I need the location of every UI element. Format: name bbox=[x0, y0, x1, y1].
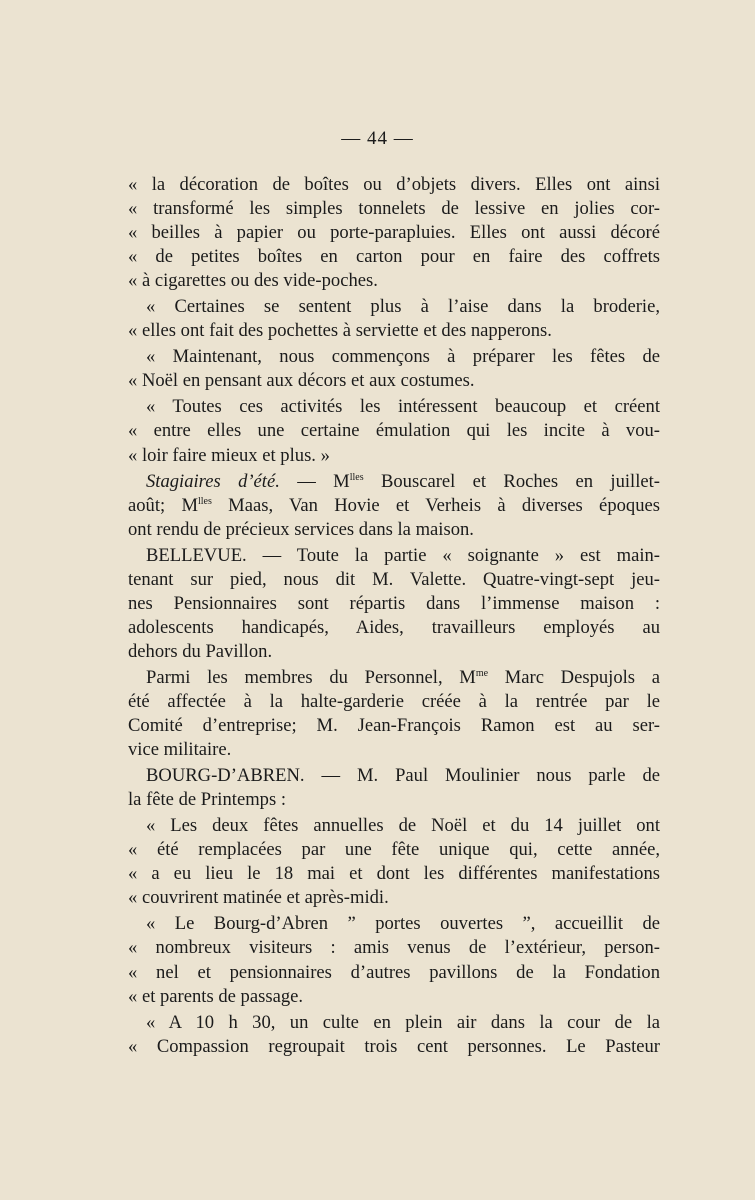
text-line: « de petites boîtes en carton pour en faire des coffrets bbox=[128, 246, 660, 268]
paragraph-bourg-dabren bbox=[128, 764, 660, 812]
text-line: « loir faire mieux et plus. » bbox=[128, 444, 330, 466]
text-line: « A 10 h 30, un culte en plein air dans la cour de la bbox=[146, 1011, 660, 1033]
text-line: ont rendu de précieux services dans la maison. bbox=[128, 518, 474, 540]
text-line: « elles ont fait des pochettes à serviette et des napperons. bbox=[128, 320, 552, 342]
text-line: Comité d’entreprise; M. Jean-François Ramon est au ser- bbox=[128, 715, 660, 737]
text-line: « à cigarettes ou des vide-poches. bbox=[128, 270, 378, 292]
text-line: « Toutes ces activités les intéressent beaucoup et créent bbox=[146, 396, 660, 418]
text-line: BOURG-D’ABREN. — M. Paul Moulinier nous parle de bbox=[146, 765, 660, 787]
text-segment: Maas, Van Hovie et Verheis à diverses époques bbox=[211, 494, 660, 516]
text-line: « nombreux visiteurs : amis venus de l’extérieur, person- bbox=[128, 937, 660, 959]
text-line: « a eu lieu le 18 mai et dont les différentes manifestations bbox=[128, 863, 660, 885]
paragraph-personnel bbox=[128, 666, 660, 762]
opening-paragraphs bbox=[128, 173, 660, 468]
text-line: « entre elles une certaine émulation qui les incite à vou- bbox=[128, 420, 660, 442]
text-line: « transformé les simples tonnelets de lessive en jolies cor- bbox=[128, 198, 660, 220]
text-line: nes Pensionnaires sont répartis dans l’immense maison : bbox=[128, 592, 660, 614]
paragraph-portes-ouvertes bbox=[128, 912, 660, 1008]
superscript: lles bbox=[349, 471, 364, 483]
text-line: « Maintenant, nous commençons à préparer les fêtes de bbox=[146, 346, 660, 368]
superscript: me bbox=[475, 667, 489, 679]
text-line: adolescents handicapés, Aides, travailleurs employés au bbox=[128, 616, 660, 638]
text-line: BELLEVUE. — Toute la partie « soignante » est main- bbox=[146, 544, 660, 566]
paragraph-stagiaires bbox=[128, 470, 660, 542]
paragraph-culte bbox=[128, 1011, 660, 1059]
text-line: la fête de Printemps : bbox=[128, 789, 287, 811]
stagiaires-heading: Stagiaires d’été. bbox=[146, 470, 280, 492]
paragraph-bellevue bbox=[128, 544, 660, 664]
text-line: « Certaines se sentent plus à l’aise dans la broderie, bbox=[146, 296, 660, 318]
body-text bbox=[128, 173, 660, 1059]
text-segment: Marc Despujols a bbox=[488, 666, 660, 688]
text-line: « Compassion regroupait trois cent personnes. Le Pasteur bbox=[128, 1035, 660, 1057]
text-segment: Bouscarel et Roches en juillet- bbox=[363, 470, 660, 492]
text-line: « nel et pensionnaires d’autres pavillons de la Fondation bbox=[128, 961, 660, 983]
text-line bbox=[128, 494, 660, 518]
text-line: « beilles à papier ou porte-parapluies. Elles ont aussi décoré bbox=[128, 222, 660, 244]
text-line: « Les deux fêtes annuelles de Noël et du 14 juillet ont bbox=[146, 815, 660, 837]
text-segment: — M bbox=[279, 470, 350, 492]
text-line: « Noël en pensant aux décors et aux costumes. bbox=[128, 370, 475, 392]
text-line: été affectée à la halte-garderie créée à la rentrée par le bbox=[128, 690, 660, 712]
page-number: — 44 — bbox=[341, 128, 414, 149]
paragraph-fetes bbox=[128, 814, 660, 910]
text-line: « couvrirent matinée et après-midi. bbox=[128, 887, 389, 909]
text-line: « Le Bourg-d’Abren ” portes ouvertes ”, accueillit de bbox=[146, 913, 660, 935]
text-line: « été remplacées par une fête unique qui, cette année, bbox=[128, 839, 660, 861]
text-line: vice militaire. bbox=[128, 739, 232, 761]
text-line: « la décoration de boîtes ou d’objets divers. Elles ont ainsi bbox=[128, 174, 660, 195]
text-line bbox=[128, 470, 660, 494]
superscript: lles bbox=[198, 495, 212, 507]
text-line bbox=[128, 666, 660, 690]
text-line: dehors du Pavillon. bbox=[128, 640, 273, 662]
text-segment: août; M bbox=[128, 494, 198, 516]
text-line: « et parents de passage. bbox=[128, 985, 304, 1007]
text-line: tenant sur pied, nous dit M. Valette. Quatre-vingt-sept jeu- bbox=[128, 568, 660, 590]
text-segment: Parmi les membres du Personnel, M bbox=[146, 666, 476, 688]
